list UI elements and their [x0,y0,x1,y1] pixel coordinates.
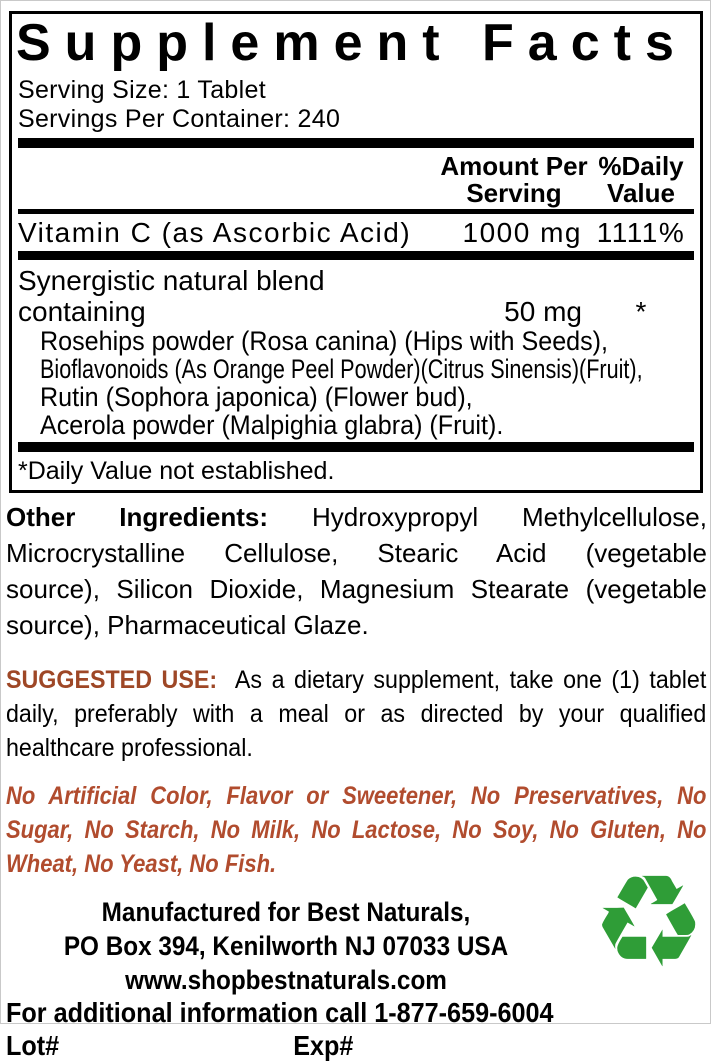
divider-thick-bottom [18,442,694,452]
divider-thick-mid [18,251,694,260]
other-ingredients-line: source), Silicon Dioxide, Magnesium Stearate (vegetable [6,573,707,604]
nutrient-amount: 1000 mg [462,216,582,248]
suggested-use-heading: SUGGESTED USE: [6,665,218,694]
serving-size: Serving Size: 1 Tablet [18,75,266,104]
amount-header-line1: Amount Per [440,150,588,181]
recycle-icon: ♻ [591,848,706,997]
manufacturer-website: www.shopbestnaturals.com [125,964,447,995]
divider-thick-top [18,138,694,148]
other-ingredients-line: Microcrystalline Cellulose, Stearic Acid (vegetable [6,537,707,568]
blend-component: Bioflavonoids (As Orange Peel Powder)(Citrus Sinensis)(Fruit), [40,353,643,384]
blend-component: Acerola powder (Malpighia glabra) (Fruit). [40,409,504,440]
claims-line: Sugar, No Starch, No Milk, No Lactose, No Soy, No Gluten, No [6,815,707,844]
nutrient-row [18,217,694,248]
daily-value-footnote: *Daily Value not established. [18,456,335,485]
blend-row [18,265,694,327]
servings-per-container: Servings Per Container: 240 [18,104,341,133]
exp-label: Exp# [293,1029,354,1061]
claims-line: No Artificial Color, Flavor or Sweetener, No Preservatives, No [6,781,707,810]
suggested-use-line: daily, preferably with a meal or as directed by your qualified [6,699,707,728]
other-ingredients-text: Hydroxypropyl Methylcellulose, [311,501,707,532]
contact-info-line: For additional information call 1-877-659-6004 [6,996,554,1028]
lot-exp-row [6,1030,707,1062]
suggested-use-line [6,663,706,697]
claims-line: Wheat, No Yeast, No Fish. [6,849,277,878]
nutrient-dv: 1111% [596,216,686,248]
dv-header-line2: Value [607,177,675,208]
suggested-use-text: As a dietary supplement, take one (1) tablet [234,665,707,694]
blend-name: Synergistic natural blend containing [18,264,325,327]
amount-header-line2: Serving [466,177,562,208]
other-ingredients-paragraph [6,499,707,643]
other-ingredients-line [6,499,707,535]
blend-component: Rutin (Sophora japonica) (Flower bud), [40,381,473,412]
column-header-amount [440,150,588,208]
suggested-use-paragraph [6,663,706,765]
suggested-use-line: healthcare professional. [6,733,253,762]
lot-label: Lot# [6,1029,60,1061]
other-ingredients-heading: Other Ingredients: [6,501,269,532]
divider-medium [18,209,694,214]
dv-header-line1: %Daily [598,150,684,181]
blend-components [18,327,694,439]
blend-dv: * [635,295,647,327]
contact-block [6,997,707,1062]
supplement-facts-panel [9,11,703,493]
blend-amount: 50 mg [504,295,582,327]
column-header-dv [588,150,694,208]
nutrient-name: Vitamin C (as Ascorbic Acid) [18,216,412,248]
manufacturer-line: Manufactured for Best Naturals, [101,896,471,927]
column-header-row [18,150,694,208]
panel-title: Supplement Facts [16,14,688,72]
manufacturer-block [34,895,538,997]
manufacturer-address: PO Box 394, Kenilworth NJ 07033 USA [63,930,509,961]
blend-component: Rosehips powder (Rosa canina) (Hips with Seeds), [40,325,609,356]
other-ingredients-line: source), Pharmaceutical Glaze. [6,609,369,640]
